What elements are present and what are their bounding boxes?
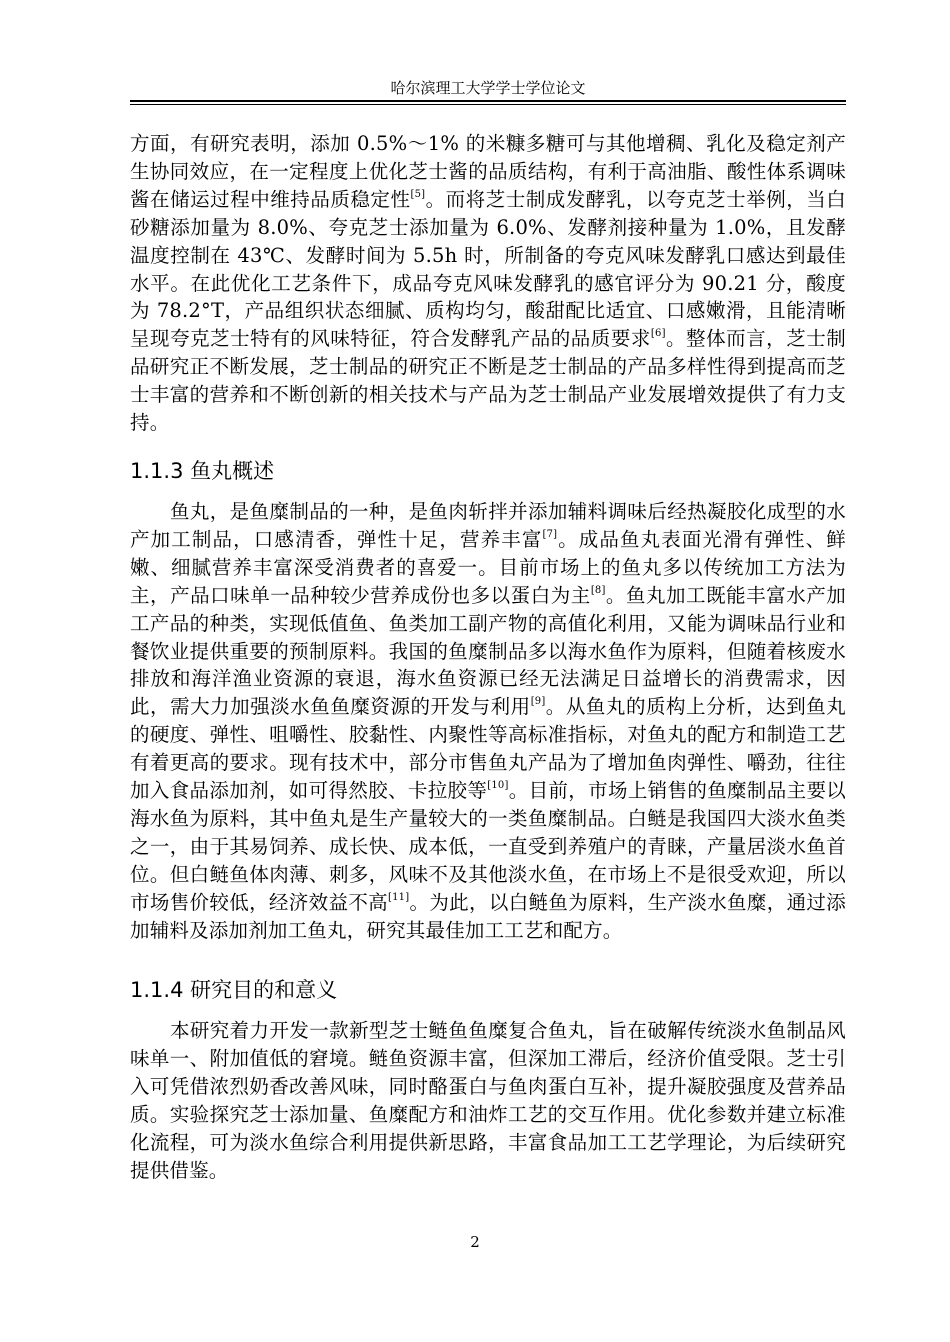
header-rule-thick xyxy=(130,100,846,102)
paragraph-research-purpose xyxy=(130,1017,846,1184)
page-number: 2 xyxy=(470,1233,480,1251)
paragraph-text: 。整体而言，芝士制品研究正不断发展，芝士制品的研究正不断是芝士制品的产品多样性得到提高而芝士丰富的营养和不断创新的相关技术与产品为芝士制品产业发展增效提供了有力支持。 xyxy=(130,327,846,435)
citation: [7] xyxy=(542,528,558,540)
paragraph-text: 。为此，以白鲢鱼为原料，生产淡水鱼糜，通过添加辅料及添加剂加工鱼丸，研究其最佳加工工艺和配方。 xyxy=(130,890,846,942)
citation: [9] xyxy=(530,696,546,708)
paragraph-cheese-products xyxy=(130,130,846,437)
paragraph-text: 鱼丸，是鱼糜制品的一种，是鱼肉斩拌并添加辅料调味后经热凝胶化成型的水产加工制品，口感清香，弹性十足，营养丰富 xyxy=(130,500,846,551)
section-heading-research-purpose: 1.1.4 研究目的和意义 xyxy=(130,978,338,1002)
paragraph-text: 本研究着力开发一款新型芝士鲢鱼鱼糜复合鱼丸，旨在破解传统淡水鱼制品风味单一、附加值低的窘境。鲢鱼资源丰富，但深加工滞后，经济价值受限。芝士引入可凭借浓烈奶香改善风味，同时酪蛋白与鱼肉蛋白互补，提升凝胶强度及营养品质。实验探究芝士添加量、鱼糜配方和油炸工艺的交互作用。优化参数并建立标准化流程，可为淡水鱼综合利用提供新思路，丰富食品加工工艺学理论，为后续研究提供借鉴。 xyxy=(130,1019,846,1182)
running-header: 哈尔滨理工大学学士学位论文 xyxy=(390,79,586,97)
citation: [6] xyxy=(650,328,666,340)
citation: [8] xyxy=(590,584,606,596)
paragraph-text: 。鱼丸加工既能丰富水产加工产品的种类，实现低值鱼、鱼类加工副产物的高值化利用，又能为调味品行业和餐饮业提供重要的预制原料。我国的鱼糜制品多以海水鱼作为原料，但随着核废水排放和海洋渔业资源的衰退，海水鱼资源已经无法满足日益增长的消费需求，因此，需大力加强淡水鱼鱼糜资源的开发与利用 xyxy=(130,583,846,719)
section-heading-fish-ball-overview: 1.1.3 鱼丸概述 xyxy=(130,459,275,483)
paragraph-text: 。而将芝士制成发酵乳，以夸克芝士举例，当白砂糖添加量为 8.0%、夸克芝士添加量为 6.0%、发酵剂接种量为 1.0%，且发酵温度控制在 43℃、发酵时间为 5.5h 时，所制备的夸克风味发酵乳口感达到最佳水平。在此优化工艺条件下，成品夸克风味发酵乳的感官评分为 90.21 分，酸度为 78.2°T，产品组织状态细腻、质构均匀，酸甜配比适宜、口感嫩滑，且能清晰呈现夸克芝士特有的风味特征，符合发酵乳产品的品质要求 xyxy=(130,187,846,351)
paragraph-text: 。目前，市场上销售的鱼糜制品主要以海水鱼为原料，其中鱼丸是生产量较大的一类鱼糜制品。白鲢是我国四大淡水鱼类之一，由于其易饲养、成长快、成本低，一直受到养殖户的青睐，产量居淡水鱼首位。但白鲢鱼体肉薄、刺多，风味不及其他淡水鱼，在市场上不是很受欢迎，所以市场售价较低，经济效益不高 xyxy=(130,779,846,914)
paragraph-text: 方面，有研究表明，添加 0.5%～1% 的米糠多糖可与其他增稠、乳化及稳定剂产生协同效应，在一定程度上优化芝士酱的品质结构，有利于高油脂、酸性体系调味酱在储运过程中维持品质稳定性 xyxy=(130,132,846,211)
citation: [11] xyxy=(388,891,410,903)
citation: [10] xyxy=(487,780,509,792)
header-rule-thin xyxy=(130,104,846,105)
paragraph-text: 。成品鱼丸表面光滑有弹性、鲜嫩、细腻营养丰富深受消费者的喜爱一。目前市场上的鱼丸多以传统加工方法为主，产品口味单一品种较少营养成份也多以蛋白为主 xyxy=(130,527,846,607)
citation: [5] xyxy=(410,188,426,200)
paragraph-fish-ball-overview xyxy=(130,498,846,945)
paragraph-text: 。从鱼丸的质构上分析，达到鱼丸的硬度、弹性、咀嚼性、胶黏性、内聚性等高标准指标，对鱼丸的配方和制造工艺有着更高的要求。现有技术中，部分市售鱼丸产品为了增加鱼肉弹性、嚼劲，往往加入食品添加剂，如可得然胶、卡拉胶等 xyxy=(130,695,846,803)
